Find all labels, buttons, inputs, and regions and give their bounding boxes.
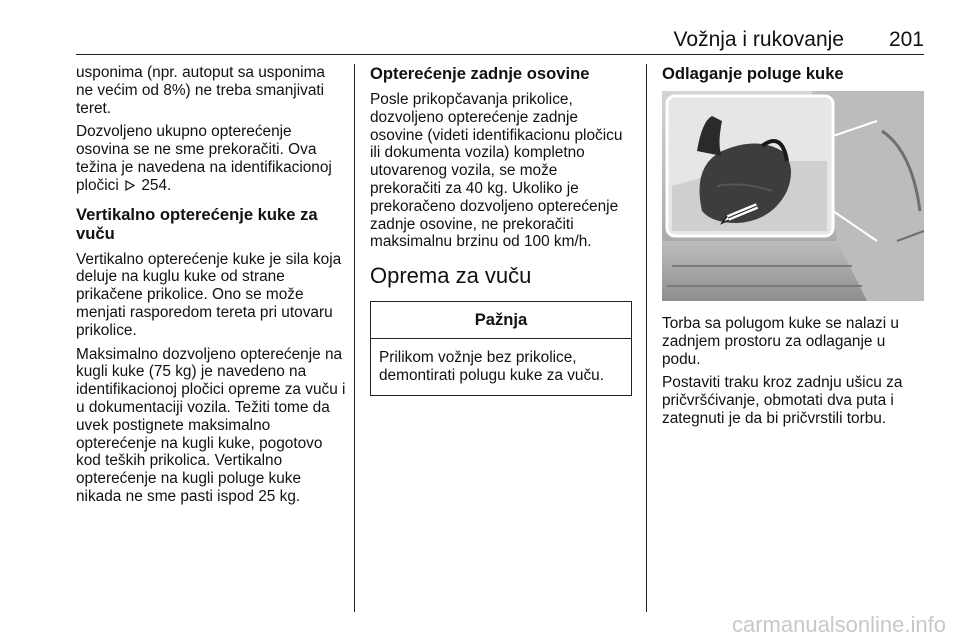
column-divider-left [354,64,355,612]
triangle-reference-icon[interactable] [123,177,141,194]
heading-vertical-load: Vertikalno opterećenje kuke za vuču [76,204,318,243]
paragraph-max-load: Maksimalno dozvoljeno opterećenje na kugli kuke (75 kg) je navedeno na identifikacionoj pločici opreme za vuču i u dokumentaciji vozila. Težiti tome da uvek postignete maksimalno opterećenje na kugli kuke, pogotovo kod teških prikolica. Vertikalno opterećenje na kugli poluge kuke nikada ne sme pasti ispod 25 kg. [76,345,346,505]
paragraph-rear-axle: Posle prikopčavanja prikolice, dozvoljeno opterećenje zadnje osovine (videti identifikacionu pločicu ili dokumenta vozila) kompletno utovarenog vozila, se može prekoračiti za 40 kg. Ukoliko je prekoračeno dozvoljeno opterećenje zadnje osovine, ne prekoračiti maksimalnu brzinu od 100 km/h. [370,91,623,251]
heading-storage: Odlaganje poluge kuke [662,64,844,83]
caution-text: Prilikom vožnje bez prikolice, demontirati polugu kuke za vuču. [379,349,605,384]
paragraph-incline: usponima (npr. autoput sa usponima ne većim od 8%) ne treba smanjivati teret. [76,64,325,117]
column-middle [370,64,632,396]
paragraph-axle-load [76,123,346,194]
heading-rear-axle: Opterećenje zadnje osovine [370,64,590,83]
caution-box [370,301,632,396]
paragraph-vertical-load: Vertikalno opterećenje kuke je sila koja deluje na kuglu kuke od strane prikačene prikolice. Ono se može menjati rasporedom tereta pri utovaru prikolice. [76,250,342,339]
column-left [76,64,346,512]
watermark: carmanualsonline.info [731,612,946,637]
paragraph-axle-load-text: Dozvoljeno ukupno opterećenje osovina se ne sme prekoračiti. Ova težina je navedena na identifikacionoj pločici [76,123,332,194]
column-right [662,64,928,434]
column-divider-right [646,64,647,612]
page-header [76,28,924,55]
caution-title: Pažnja [371,302,631,339]
paragraph-bag-strap: Postaviti traku kroz zadnju ušicu za pričvršćivanje, obmotati dva puta i zategnuti je da bi pričvrstili torbu. [662,374,903,427]
page-reference-link[interactable]: 254. [141,176,172,194]
paragraph-bag-location: Torba sa polugom kuke se nalazi u zadnjem prostoru za odlaganje u podu. [662,315,899,368]
section-title: Vožnja i rukovanje [673,28,844,51]
section-heading-towing: Oprema za vuču [370,263,532,289]
trunk-bag-illustration [662,91,924,301]
page-number: 201 [888,28,924,51]
